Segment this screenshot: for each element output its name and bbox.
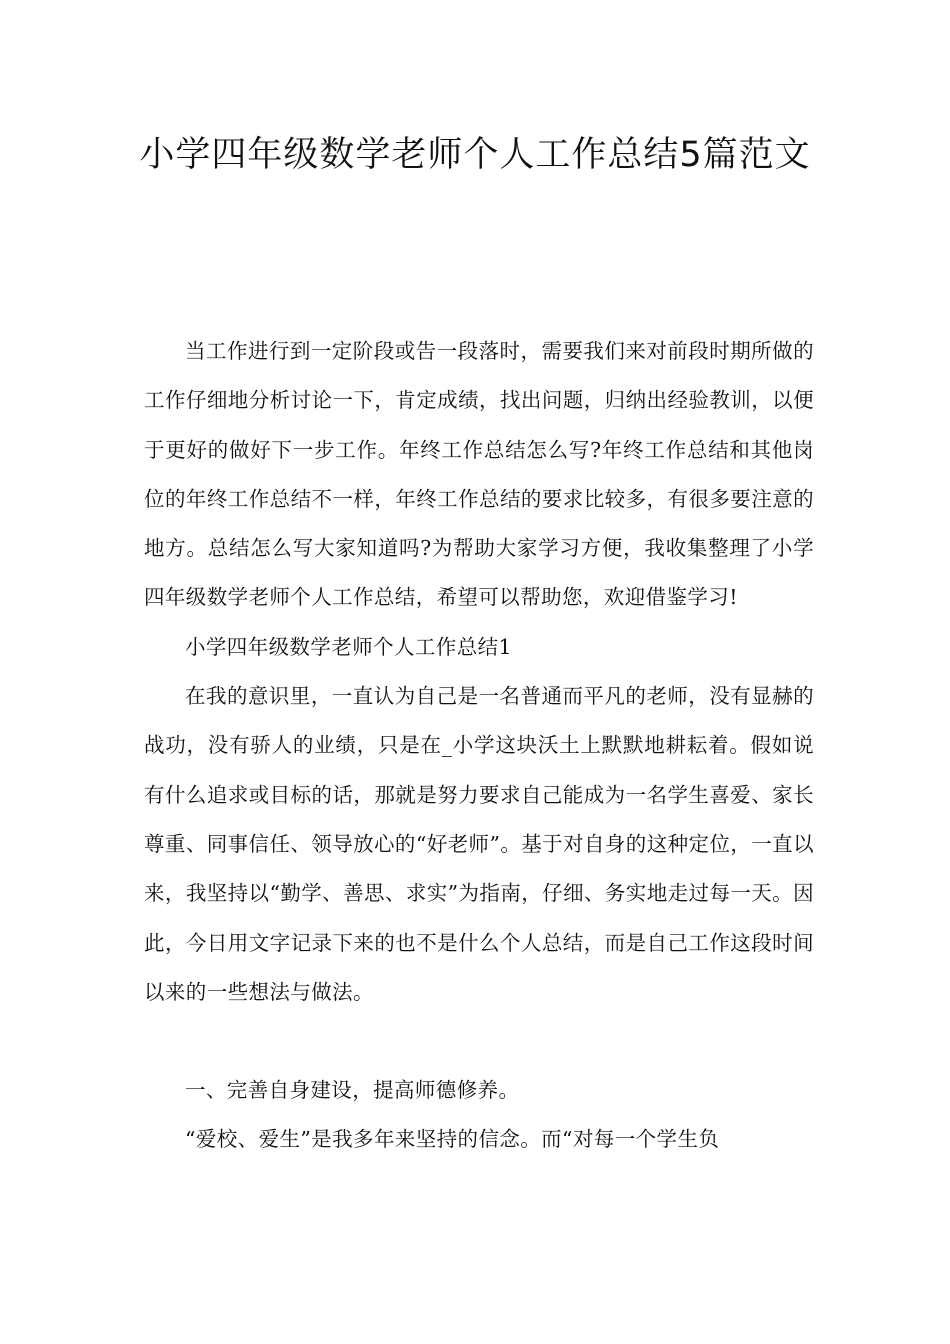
body-paragraph: “爱校、爱生”是我多年来坚持的信念。而“对每一个学生负 <box>185 1127 720 1152</box>
paragraph-spacer <box>144 1017 814 1066</box>
document-body <box>144 327 814 1165</box>
intro-paragraph: 当工作进行到一定阶段或告一段落时，需要我们来对前段时期所做的工作仔细地分析讨论一下，肯定成绩，找出问题，归纳出经验教训，以便于更好的做好下一步工作。年终工作总结怎么写?年终工作总结和其他岗位的年终工作总结不一样，年终工作总结的要求比较多，有很多要注意的地方。总结怎么写大家知道吗?为帮助大家学习方便，我收集整理了小学四年级数学老师个人工作总结，希望可以帮助您，欢迎借鉴学习! <box>144 339 814 610</box>
document-title: 小学四年级数学老师个人工作总结5篇范文 <box>139 135 811 175</box>
body-paragraph: 在我的意识里，一直认为自己是一名普通而平凡的老师，没有显赫的战功，没有骄人的业绩，只是在_小学这块沃土上默默地耕耘着。假如说有什么追求或目标的话，那就是努力要求自己能成为一名学生喜爱、家长尊重、同事信任、领导放心的“好老师”。基于对自身的这种定位，一直以来，我坚持以“勤学、善思、求实”为指南，仔细、务实地走过每一天。因此，今日用文字记录下来的也不是什么个人总结，而是自己工作这段时间以来的一些想法与做法。 <box>144 684 814 1004</box>
subsection-heading: 一、完善自身建设，提高师德修养。 <box>185 1078 520 1103</box>
section-heading: 小学四年级数学老师个人工作总结1 <box>185 634 512 659</box>
